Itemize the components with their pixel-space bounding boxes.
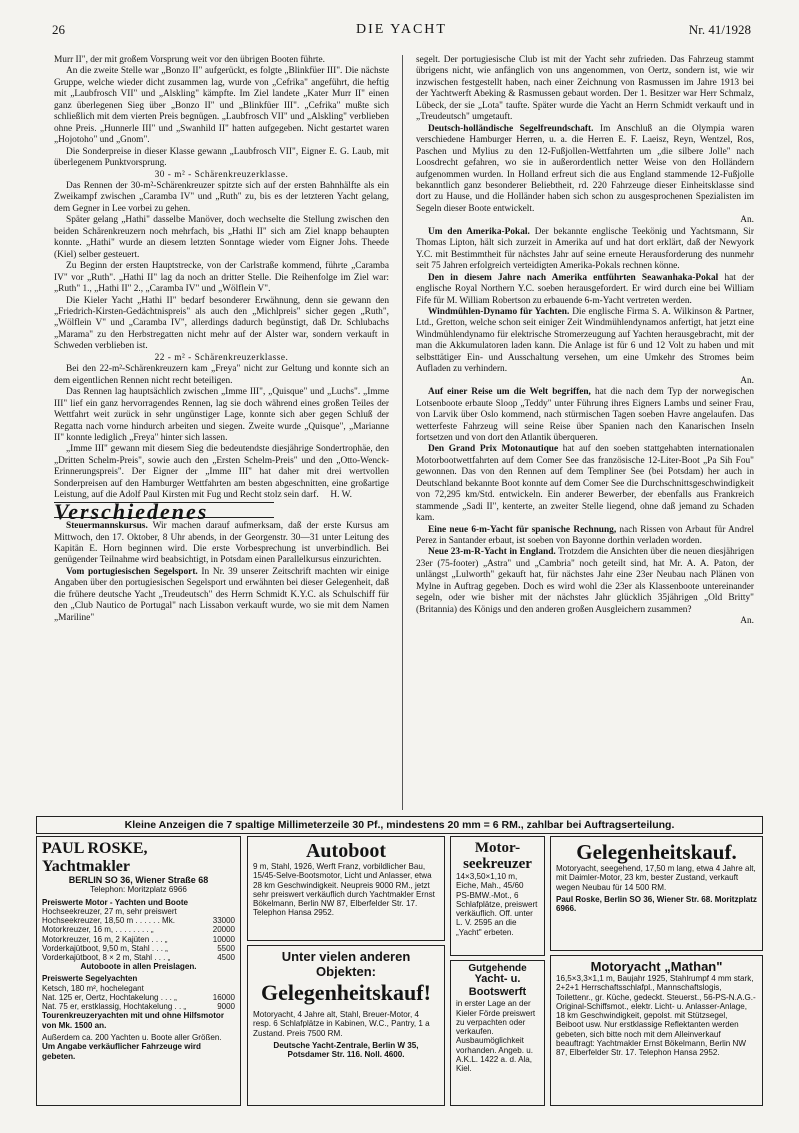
paragraph: Die Sonderpreise in dieser Klasse gewann „Laubfrosch VII", Eigner E. G. Laub, mit überlegenem Punktvorsprung. — [54, 146, 389, 169]
paragraph: Das Rennen der 30-m²-Schärenkreuzer spitzte sich auf der ersten Bahnhälfte als ein Zweikampf zwischen „Caramba IV" und „Ruth" zu, bis es der letzteren Yacht gelang, dem Gegner in Lee vorbei zu gehen. — [54, 180, 389, 214]
ad-paul-roske — [36, 836, 241, 1106]
paragraph: segelt. Der portugiesische Club ist mit der Yacht sehr zufrieden. Das Fahrzeug stammt übrigens nicht, wie anfänglich von uns angenommen, von Oertz, sondern ist, wie wir inzwischen festgestellt haben, nach einer Zeichnung von Rasmussen im Jahre 1913 bei der Yachtwerft Abeking & Rasmussen gebaut worden. Der 1. Besitzer war Herr Schmalz, Lübeck, der sie „Lota" taufte. Später wurde die Yacht an Herrn Schmidt verkauft und in „Treudeutsch" umgetauft. — [416, 55, 754, 123]
ad-item: Vorderkajütboot, 9,50 m, Stahl . . . „ — [42, 943, 168, 953]
ad-price-row — [42, 984, 235, 993]
author-signature: An. — [740, 215, 754, 226]
ad-subtitle: Unter vielen anderen Objekten: — [281, 949, 411, 979]
ad-price-row — [42, 916, 235, 925]
paragraph: An die zweite Stelle war „Bonzo II" aufgerückt, es folgte „Blinkfüer III". Die nächste Gruppe, welche wieder dicht zusammen lag, wurde von „Cefrika" angeführt, die heftig mit „Laubfrosch VII" und „Alskling" kämpfte. Im Ziel landete „Kater Murr II" einen ganz überlegenen Sieg über „Bonzo II" und „Blinkfüer III". „Cefrika" mußte sich schließlich mit dem vierten Preis begnügen. „Laubfrosch VII" und „Alskling" verblieben ohne Preis. „Hunnerle III" und „Swanhild II" hatten aufgegeben. Nicht gestartet waren „Hojotoho" und „Gnom". — [54, 66, 389, 146]
ad-title: Motoryacht „Mathan" — [590, 959, 723, 974]
ad-price — [208, 907, 235, 916]
ad-body: Motoryacht, seegehend, 17,50 m lang, etwa 4 Jahre alt, mit Daimler-Motor, 23 km, bester Zustand, verkauft wegen Neubau für 14 500 RM. — [556, 864, 756, 892]
ad-signature: Paul Roske, Berlin SO 36, Wiener Str. 68. Moritzplatz 6966. — [556, 894, 757, 914]
paragraph: Windmühlen-Dynamo für Yachten. Die englische Firma S. A. Wilkinson & Partner, Ltd., Gretton, welche schon seit einiger Zeit Windmühlendynamos anfertigt, hat jetzt eine Windmühlendynamo für elektrische Stromerzeugung auf Yachten herausgebracht, mit der man die Akkumulatoren laden kann. Die Anlage ist für 6 und 12 Volt zu haben und mit selbsttätiger Ein- und Ausschaltung versehen, um eine Umkehr des Stromes beim Aufladen zu verhindern. — [416, 306, 755, 375]
ad-list-heading: Preiswerte Segelyachten — [42, 974, 138, 984]
page-number: 26 — [52, 22, 65, 37]
ad-title: Yacht- u. Bootswerft — [468, 973, 527, 999]
ad-bootswerft — [450, 960, 545, 1106]
ad-price — [209, 984, 235, 993]
ad-price-row — [42, 925, 235, 934]
ad-price: 16000 — [212, 992, 235, 1002]
ad-body: in erster Lage an der Kieler Förde preiswert zu verpachten oder verkaufen. Ausbaumöglichkeit vorhanden. Angeb. u. A.K.L. 1422 a. d. Ala, Kiel. — [456, 999, 536, 1074]
ad-item: Ketsch, 180 m², hochelegant — [42, 983, 144, 993]
ad-list-footer: Autoboote in allen Preislagen. — [80, 962, 197, 972]
left-column — [54, 55, 389, 624]
ad-price: 5500 — [217, 943, 235, 953]
ad-signature: Deutsche Yacht-Zentrale, Berlin W 35, Potsdamer Str. 116. Noll. 4600. — [273, 1040, 419, 1060]
ad-price-row — [42, 935, 235, 944]
ad-item: Nat. 75 er, erstklassig, Hochtakelung . . „ — [42, 1002, 187, 1012]
paragraph: Auf einer Reise um die Welt begriffen, hat die nach dem Typ der norwegischen Lotsenboote erbaute Sloop „Teddy" unter Führung ihres Eigners Lambs und seiner Frau, von Larvik über Oslo kommend, nach stürmischen Tagen soeben Havre angelaufen. Das wetterfeste Fahrzeug will seine Reise über Spanien nach den Kanarischen Inseln fortsetzen und von dort den Atlantik überqueren. — [416, 387, 754, 443]
paragraph: Den in diesem Jahre nach Amerika entführten Seawanhaka-Pokal hat der englische Royal Northern Y.C. soeben herausgefordert. Er wird durch eine bei William Fife für M. William Robertson zu erbauende 6-m-Yacht vertreten werden. — [416, 272, 754, 306]
ad-price-row — [42, 993, 235, 1002]
ad-item: Motorkreuzer, 16 m, 2 Kajüten . . . „ — [42, 934, 168, 944]
subheading-22m: 22 - m² - Schärenkreuzerklasse. — [154, 352, 289, 363]
ad-motorseekreuzer — [450, 836, 545, 956]
ad-item: Nat. 125 er, Oertz, Hochtakelung . . . „ — [42, 992, 177, 1002]
ad-price: 33000 — [212, 916, 235, 926]
paragraph: Die Kieler Yacht „Hathi II" bedarf besonderer Erwähnung, denn sie gewann den „Friedrich-Kirsten-Gedächtnispreis" als auch den „Michlpreis" sicher gegen „Ruth", „Wölflein V" und „Caramba IV", allerdings dadurch begünstigt, daß Dr. Schlubachs „Marama" zu den Herbstregatten nicht mehr auf der Alster war, sondern verkauft in Schweden verblieben ist. — [54, 295, 389, 352]
ad-price-row — [42, 907, 235, 916]
ad-price-row — [42, 953, 235, 962]
ad-body: 14×3,50×1,10 m, Eiche, Mah., 45/60 PS-BMW.-Mot., 6 Schlafplätze, preiswert verkäuflich. Off. unter L. V. 2595 an die „Yacht" erbeten. — [456, 872, 538, 937]
paragraph: Um den Amerika-Pokal. Der bekannte englische Teekönig und Yachtsmann, Sir Thomas Lipton, hält sich zurzeit in Amerika auf und hat dort erklärt, daß der Newyork Y.C. mit Bestimmtheit für nächstes Jahr auf seine erneute Herausforderung des nunmehr seit 75 Jahren erfolgreich verteidigten Amerika-Pokals rechnen könne. — [416, 226, 755, 272]
ad-body: 16,5×3,3×1,1 m, Baujahr 1925, Stahlrumpf 4 mm stark, 2+2+1 Herrschaftsschlafpl., Mannschaftslogis, Toilettenr., gr. Küche, gedeckt. Steuerst., 56-PS-N.A.G.-Original-Schiffsmot., elektr. Licht- u. Anlasser-Anlage, 18 km Geschwindigkeit, gepolst. mit Stützsegel, Beiboot usw. Nur erstklassige Reflektanten werden gebeten, sich bitte noch mit dem Alleinverkauf beauftragt: Yachtmakler Ernst Bökelmann, Berlin NW 87, Elberfelder Str. 17. Telephon Hansa 2952. — [556, 974, 756, 1058]
ad-body: Motoryacht, 4 Jahre alt, Stahl, Breuer-Motor, 4 resp. 6 Schlafplätze in Kabinen, W.C., Pantry, 1 a Zustand. Preis 7500 RM. — [253, 1010, 430, 1038]
ad-item: Hochseekreuzer, 18,50 m . . . . . . Mk. — [42, 916, 175, 926]
column-divider — [402, 55, 403, 810]
ad-subtitle: Gutgehende — [468, 963, 527, 974]
paragraph: Zu Beginn der ersten Hauptstrecke, von der Carlstraße kommend, führte „Caramba IV" vor „Ruth". „Hathi II" lag da noch an dritter Stelle. Die Reihenfolge im Ziel war: „Ruth" 1., „Hathi II" 2., „Caramba IV" und „Wölflein V". — [54, 261, 389, 295]
paragraph: Deutsch-holländische Segelfreundschaft. Im Anschluß an die Olympia waren verschiedene Hamburger Herren, u. a. die Herren E. F. Laeisz, Reyn, Wentzel, Ros, Paschen und Mylius zu den 12-Fußjollen-Wettfahrten um „die silbere Jolle" nach Loosdrecht gefahren, wo sie in außerordentlich netter Weise von den Holländern aufgenommen wurden. In Holland erfreut sich die aus England stammende 12-Fußjolle bekanntlich ganz besonderer Beliebtheit, rd. 220 Fahrzeuge dieser Einheitsklasse sind dort zu Hause, und die Holländer haben sich schon zu ausgesprochenen Spezialisten im Segeln dieser Boote entwickelt. — [416, 123, 755, 214]
ad-price: 4500 — [217, 952, 235, 962]
paragraph: Vom portugiesischen Segelsport. In Nr. 39 unserer Zeitschrift machten wir einige Angaben über den portugiesischen Segelsport und erwähnten bei dieser Gelegenheit, daß die frühere deutsche Yacht „Treudeutsch" des Herrn Schmidt K.Y.C. als Schulschiff für den „Club Nautico de Portugal" nach Lissabon verkauft wurde, wo sie mit dem Namen „Mariline" — [54, 566, 390, 623]
section-title: Verschiedenes — [54, 498, 209, 524]
paragraph: Den Grand Prix Motonautique hat auf den soeben stattgehabten internationalen Motorbootwettfahrten auf dem Comer See das französische 12-Liter-Boot „Pa Sih Fou" gewonnen. Das von den Rennen auf dem Templiner See (bei Potsdam) her auch in Deutschland bekannte Boot konnte auf dem Comer See die Durchschnittsgeschwindigkeit von 72,295 km/Std. entwickeln. Ein anderer Bewerber, der ebenfalls aus Frankreich stammende „Sadi II", kenterte, an zweiter Stelle liegend, ohne daß jemand zu Schaden kam. — [416, 444, 754, 524]
author-signature: An. — [740, 375, 754, 386]
ad-gelegenheitskauf-yachtzentrale — [247, 945, 445, 1106]
ad-title: PAUL ROSKE, Yachtmakler — [42, 840, 148, 875]
ad-gelegenheitskauf-roske — [550, 836, 763, 951]
right-column — [416, 55, 754, 628]
paragraph: Das Rennen lag hauptsächlich zwischen „Imme III", „Quisque" und „Luchs". „Imme III" lief ein ganz hervorragendes Rennen, lag sie doch während eines großen Teiles der Wettfahrt weit zurück in sehr ungünstiger Lage, konnte sich aber gegen Schluß der Regatta nach vorne hindurch arbeiten und siegen. Zweite wurde „Quisque", „Marianne II" konnte lediglich „Freya" hinter sich lassen. — [54, 387, 389, 443]
ad-address: BERLIN SO 36, Wiener Straße 68 — [68, 875, 209, 885]
ad-item: Hochseekreuzer, 27 m, sehr preiswert — [42, 906, 177, 916]
subheading-30m: 30 - m² - Schärenkreuzerklasse. — [154, 169, 289, 180]
ad-price-list — [42, 984, 235, 1012]
ad-price: 9000 — [217, 1002, 235, 1012]
page-header — [52, 22, 751, 40]
ad-price: 10000 — [212, 934, 235, 944]
author-signature: An. — [740, 616, 754, 627]
ad-footer: Außerdem ca. 200 Yachten u. Boote aller Größen. — [42, 1032, 222, 1042]
ad-autoboot — [247, 836, 445, 941]
author-signature: H. W. — [330, 490, 352, 501]
ad-title: Motor-seekreuzer — [463, 840, 532, 872]
ad-title: Gelegenheitskauf. — [576, 840, 737, 864]
paragraph: Bei den 22-m²-Schärenkreuzern kam „Freya" nicht zur Geltung und konnte sich an dem eigentlichen Rennen nicht recht beteiligen. — [54, 364, 389, 386]
issue-number: Nr. 41/1928 — [688, 22, 751, 37]
ad-title: Autoboot — [305, 840, 386, 862]
ad-body: 9 m, Stahl, 1926, Werft Franz, vorbildlicher Bau, 15/45-Selve-Bootsmotor, Licht und Anlasser, etwa 28 km Geschwindigkeit. Neupreis 9000 RM., jetzt sehr preiswert verkäuflich durch Yachtmakler Ernst Bökelmann, Berlin NW 87, Elberfelder Str. 17. Telephon Hansa 2952. — [253, 862, 435, 918]
paragraph: Murr II", der mit großem Vorsprung weit vor den übrigen Booten führte. — [54, 55, 326, 65]
ad-item: Vorderkajütboot, 8 × 2 m, Stahl . . . „ — [42, 952, 171, 962]
ad-price-list — [42, 907, 235, 962]
paragraph: Später gelang „Hathi" dasselbe Manöver, doch wechselte die Stellung zwischen den beiden Schärenkreuzern noch mehrfach, bis „Hathi II" sich am Ziel knapp behaupten konnte. „Hathi" wurde an diesem letzten Sonntage wieder vom Eigner Johs. Theede (Kiel) selber gesteuert. — [54, 215, 389, 260]
classified-ads-banner: Kleine Anzeigen die 7 spaltige Millimeterzeile 30 Pf., mindestens 20 mm = 6 RM., zahlbar bei Auftragserteilung. — [36, 816, 763, 834]
paragraph: Neue 23-m-R-Yacht in England. Trotzdem die Ansichten über die neuen diesjährigen 23er (75-footer) „Astra" und „Cambria" noch geteilt sind, hat Mr. A. A. Paton, der unlängst „Lulworth" gekauft hat, für nächstes Jahr eine 23er Neubau nach Plänen von Mylne in Auftrag gegeben. Doch es wird wohl die 23er als Klassenboote untereinander segeln, oder wie bisher mit der nächstes Jahr glücklich 35jährigen „Old Britty" (Britannia) des Königs und den anderen großen Ausgleichern zusammen? — [416, 547, 755, 615]
ad-telephone: Telephon: Moritzplatz 6966 — [90, 885, 187, 895]
ad-price-row — [42, 944, 235, 953]
ad-list-heading: Preiswerte Motor - Yachten und Boote — [42, 897, 189, 907]
paragraph: Steuermannskursus. Wir machen darauf aufmerksam, daß der erste Kursus am Mittwoch, den 17. Oktober, 8 Uhr abends, in der Georgenstr. 30—31 unter Leitung des Kapitän E. Horn beginnen wird. Die erste Vorbesprechung ist unverbindlich. Bei genügender Teilnahme wird beabsichtigt, in Potsdam einen Parallelkursus einzurichten. — [54, 521, 389, 566]
paragraph: Eine neue 6-m-Yacht für spanische Rechnung, nach Rissen von Arbaut für Andrel Perez in Santander erbaut, ist soeben von Bayonne dorthin verladen worden. — [416, 524, 754, 547]
ad-price-row — [42, 1002, 235, 1011]
ad-motoryacht-mathan — [550, 955, 763, 1106]
ad-footer: Um Angabe verkäuflicher Fahrzeuge wird gebeten. — [42, 1042, 201, 1061]
ad-item: Motorkreuzer, 16 m, . . . . . . . . „ — [42, 925, 154, 935]
masthead: DIE YACHT — [356, 22, 447, 37]
ad-price: 20000 — [212, 925, 235, 935]
paragraph: „Imme III" gewann mit diesem Sieg die bedeutendste diesjährige Sondertrophäe, den „Dritten Schelm-Preis", sowie auch den „Ersten Schelm-Preis" und den „Otto-Wenck-Erinnerungspreis". Der Eigner der „Imme III" hat daher mit drei wertvollen Sonderpreisen auf den Hamburger Wettfahrten am besten abgeschnitten, eine großartige Leistung, auf die Adolf Paul Kirsten mit Fug und Recht stolz sein darf. H. W. — [54, 444, 389, 501]
ad-list-footer: Tourenkreuzeryachten mit und ohne Hilfsmotor von Mk. 1500 an. — [42, 1011, 224, 1030]
ad-title: Gelegenheitskauf! — [261, 980, 431, 1005]
